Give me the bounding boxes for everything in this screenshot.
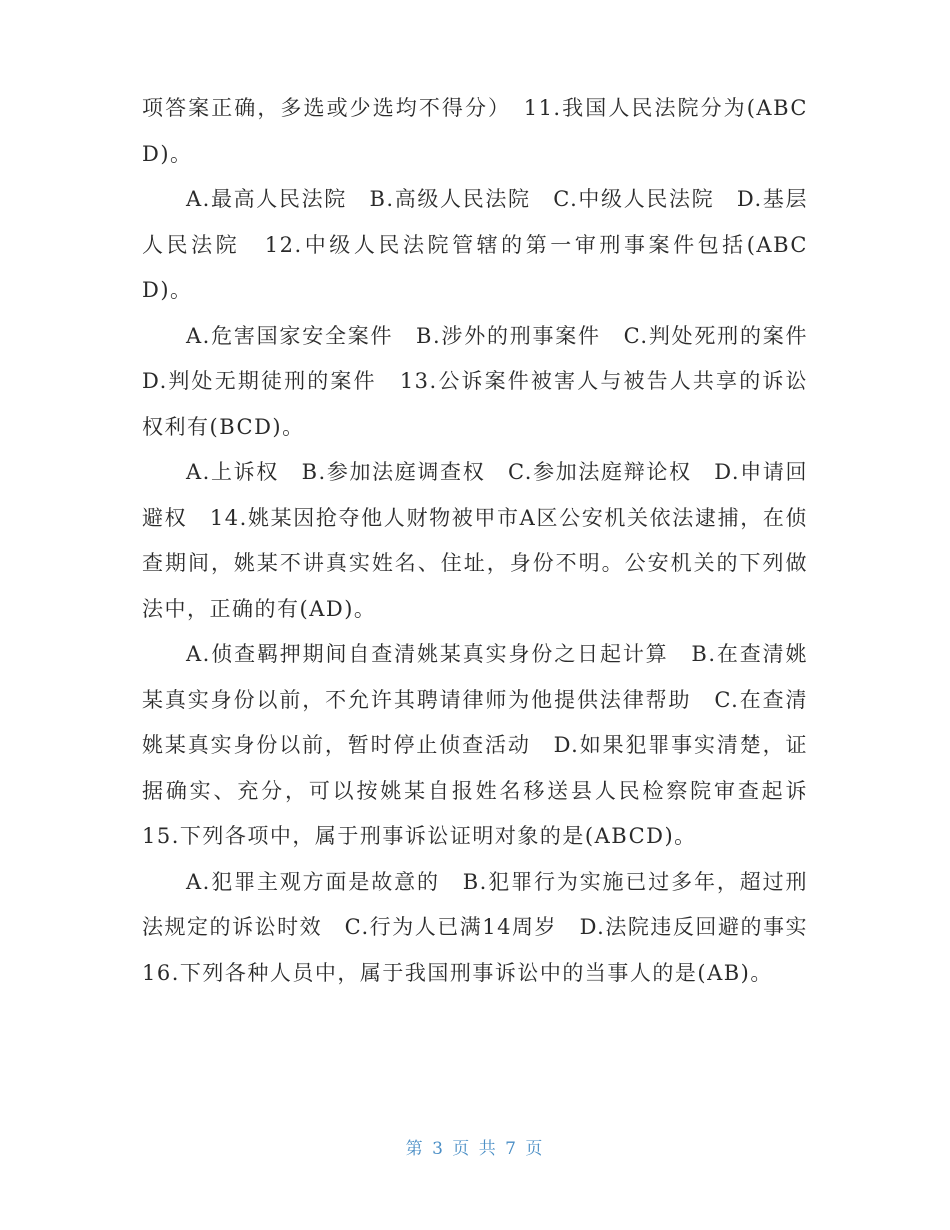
- paragraph-q14-options: A.侦查羁押期间自查清姚某真实身份之日起计算 B.在查清姚某真实身份以前，不允许其聘请律师为他提供法律帮助 C.在查清姚某真实身份以前，暂时停止侦查活动 D.如果犯罪事实清楚，证据确实、充分，可以按姚某自报姓名移送县人民检察院审查起诉 15.下列各项中，属于刑事诉讼证明对象的是(ABCD)。: [142, 642, 831, 848]
- document-body: [142, 86, 831, 996]
- paragraph-q12-options: A.危害国家安全案件 B.涉外的刑事案件 C.判处死刑的案件 D.判处无期徒刑的案件 13.公诉案件被害人与被告人共享的诉讼权利有(BCD)。: [142, 323, 831, 439]
- paragraph-q11-options: A.最高人民法院 B.高级人民法院 C.中级人民法院 D.基层人民法院 12.中级人民法院管辖的第一审刑事案件包括(ABCD)。: [142, 187, 808, 302]
- paragraph-q11: 项答案正确，多选或少选均不得分） 11.我国人民法院分为(ABCD)。: [142, 96, 808, 166]
- paragraph-q13-options: A.上诉权 B.参加法庭调查权 C.参加法庭辩论权 D.申请回避权 14.姚某因抢夺他人财物被甲市A区公安机关依法逮捕，在侦查期间，姚某不讲真实姓名、住址，身份不明。公安机关的下列做法中，正确的有(AD)。: [142, 460, 808, 621]
- page-number-footer: 第 3 页 共 7 页: [405, 1139, 545, 1159]
- paragraph-q15-options: A.犯罪主观方面是故意的 B.犯罪行为实施已过多年，超过刑法规定的诉讼时效 C.行为人已满14周岁 D.法院违反回避的事实 16.下列各种人员中，属于我国刑事诉讼中的当事人的是(AB)。: [142, 869, 831, 985]
